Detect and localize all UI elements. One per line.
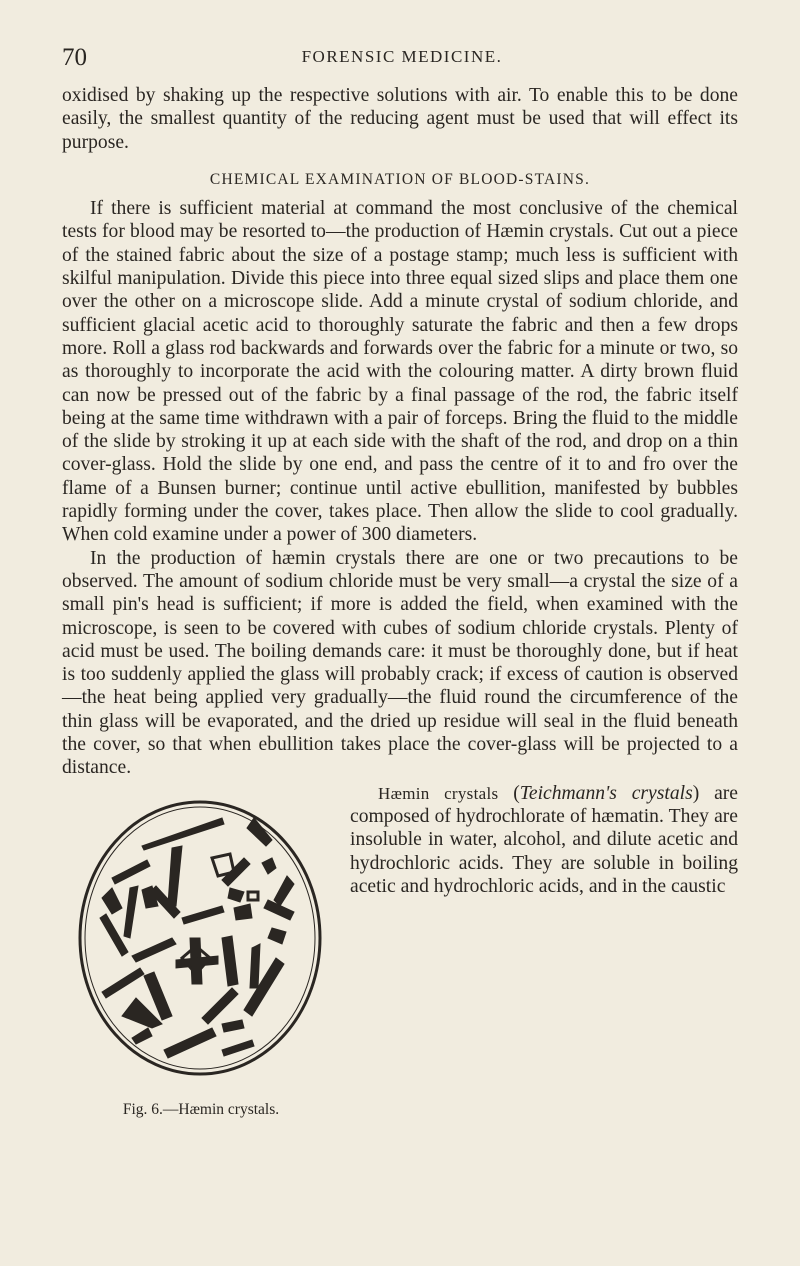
haemin-crystals-illustration	[72, 788, 328, 1093]
page-header	[62, 44, 742, 72]
running-title: FORENSIC MEDICINE.	[301, 47, 503, 66]
teichmann-crystals-term: Teichmann's crystals	[519, 782, 693, 804]
precautions-text: In the production of hæmin crystals there are one or two precautions to be observed. The amount of sodium chloride must be very small—a crystal the size of a small pin's head is sufficient; if more is added the field, when examined with the microscope, is seen to be covered with cubes of sodium chloride crystals. Plenty of acid must be used. The boiling demands care: it must be thoroughly done, but if heat is too suddenly applied the glass will probably crack; if excess of caution is observed—the heat being applied very gradually—the fluid round the circumference of the thin glass will be evaporated, and the dried up residue will seal in the fluid beneath the cover, so that when ebullition takes place the cover-glass will be projected to a distance.	[62, 547, 738, 779]
body-text	[62, 84, 738, 1133]
section-title: CHEMICAL EXAMINATION OF BLOOD-STAINS.	[209, 170, 591, 188]
paragraph-precautions	[62, 547, 738, 780]
haemin-crystals-text: ) are composed of hydrochlorate of hæmatin. They are insoluble in water, alcohol, and dilute acetic and hydrochloric acids. They are soluble in boiling acetic and hydrochloric acids, and in the caustic	[350, 782, 738, 897]
paren-open: (	[498, 782, 520, 804]
paragraph-continued: oxidised by shaking up the respective solutions with air. To enable this to be done easily, the smallest quantity of the reducing agent must be used that will effect its purpose.	[62, 85, 738, 153]
paragraph-procedure: If there is sufficient material at command the most conclusive of the chemical tests for blood may be resorted to—the production of Hæmin crystals. Cut out a piece of the stained fabric about the size of a postage stamp; much less is sufficient with skilful manipulation. Divide this piece into three equal sized slips and place them one over the other on a microscope slide. Add a minute crystal of sodium chloride, and sufficient glacial acetic acid to thoroughly saturate the fabric and then a few drops more. Roll a glass rod backwards and forwards over the fabric for a minute or two, so as thoroughly to incorporate the acid with the colouring matter. A dirty brown fluid can now be pressed out of the fabric by a final passage of the rod, the fabric itself being at the same time withdrawn with a pair of forceps. Bring the fluid to the middle of the slide by stroking it up at each side with the shaft of the rod, and drop on a thin cover-glass. Hold the slide by one end, and pass the centre of it to and fro over the flame of a Bunsen burner; continue until active ebullition, manifested by bubbles rapidly forming under the cover, takes place. Then allow the slide to cool gradually. When cold examine under a power of 300 diameters.	[62, 198, 738, 546]
figure-haemin-crystals	[62, 788, 340, 1133]
page-number: 70	[62, 44, 87, 71]
figure-caption: Fig. 6.—Hæmin crystals.	[122, 1100, 280, 1118]
haemin-crystals-lead: Hæmin crystals	[378, 783, 499, 803]
